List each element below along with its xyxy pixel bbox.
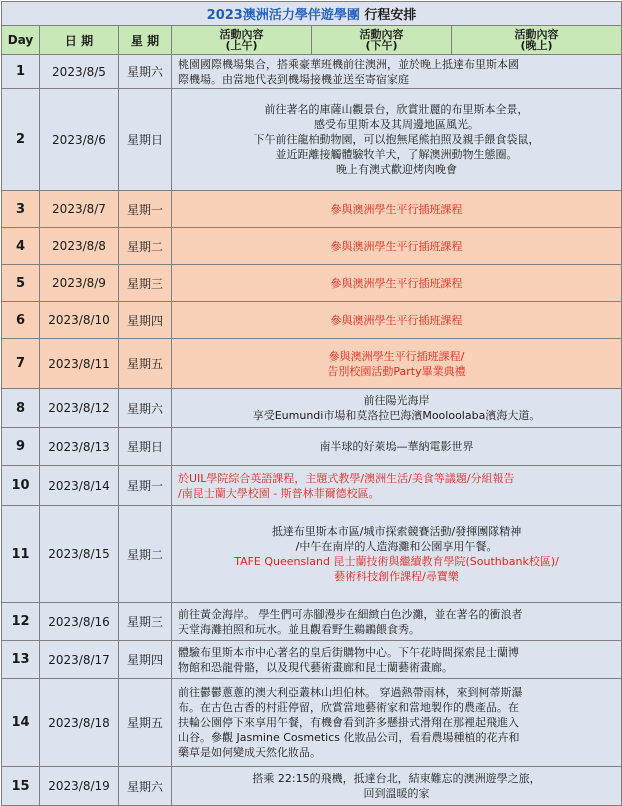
activity-line: 際機場。由當地代表到機場接機並送至寄宿家庭	[178, 72, 409, 86]
activity-cell	[172, 339, 622, 389]
date-cell: 2023/8/13	[40, 428, 119, 466]
weekday-cell: 星期五	[119, 679, 172, 767]
day-cell: 12	[2, 603, 40, 641]
table-row	[2, 603, 622, 641]
weekday-cell: 星期二	[119, 506, 172, 603]
day-cell: 14	[2, 679, 40, 767]
activity-line: 於UIL學院綜合英語課程，主題式教學/澳洲生活/美食等議題/分組報告	[178, 471, 515, 485]
activity-line: 下午前往龍柏動物園，可以抱無尾熊拍照及親手餵食袋鼠，	[253, 133, 540, 146]
table-row	[2, 265, 622, 302]
activity-line: 南半球的好萊塢—華納電影世界	[319, 440, 474, 453]
day-cell: 15	[2, 767, 40, 806]
table-row	[2, 89, 622, 191]
day-cell: 7	[2, 339, 40, 389]
table-row	[2, 55, 622, 89]
day-cell: 5	[2, 265, 40, 302]
activity-cell	[172, 466, 622, 506]
activity-cell	[172, 55, 622, 89]
title-sub: 行程安排	[359, 8, 417, 23]
date-cell: 2023/8/14	[40, 466, 119, 506]
activity-line: 天堂海灘拍照和玩水。並且觀看野生鵜鶘餵食秀。	[178, 622, 420, 636]
activity-cell	[172, 302, 622, 339]
date-cell: 2023/8/9	[40, 265, 119, 302]
activity-cell	[172, 603, 622, 641]
activity-line: 前往陽光海岸	[363, 394, 430, 407]
date-cell: 2023/8/6	[40, 89, 119, 191]
date-cell: 2023/8/19	[40, 767, 119, 806]
date-cell: 2023/8/10	[40, 302, 119, 339]
weekday-cell: 星期一	[119, 466, 172, 506]
table-row	[2, 228, 622, 265]
day-cell: 6	[2, 302, 40, 339]
activity-line: 藝術科技創作課程/尋寶樂	[334, 570, 459, 583]
date-cell: 2023/8/11	[40, 339, 119, 389]
weekday-cell: 星期二	[119, 228, 172, 265]
day-cell: 3	[2, 191, 40, 228]
date-cell: 2023/8/18	[40, 679, 119, 767]
activity-line: 感受布里斯本及其周邊地區風光。	[314, 118, 480, 131]
header-am: 活動內容 (上午)	[172, 26, 312, 55]
weekday-cell: 星期三	[119, 603, 172, 641]
activity-line: 山谷。參觀 Jasmine Cosmetics 化妝品公司，看看農場種植的花卉和	[178, 731, 520, 744]
date-cell: 2023/8/17	[40, 641, 119, 679]
table-row	[2, 339, 622, 389]
activity-line: 物館和恐龍骨骼，以及現代藝術畫廊和昆士蘭藝術畫廊。	[178, 660, 453, 674]
day-cell: 2	[2, 89, 40, 191]
table-row	[2, 679, 622, 767]
activity-line: 參與澳洲學生平行插班課程	[330, 202, 463, 216]
activity-line: /中午在南岸的人造海灘和公園享用午餐。	[295, 540, 498, 553]
activity-cell	[172, 191, 622, 228]
weekday-cell: 星期六	[119, 55, 172, 89]
activity-line: 參與澳洲學生平行插班課程	[330, 276, 463, 290]
header-pm: 活動內容 (下午)	[312, 26, 452, 55]
date-cell: 2023/8/15	[40, 506, 119, 603]
weekday-cell: 星期一	[119, 191, 172, 228]
header-weekday: 星 期	[119, 26, 172, 55]
activity-cell	[172, 506, 622, 603]
activity-line: 享受Eumundi市場和莫洛拉巴海濱Mooloolaba濱海大道。	[252, 409, 541, 422]
header-date: 日 期	[40, 26, 119, 55]
table-row	[2, 302, 622, 339]
weekday-cell: 星期日	[119, 89, 172, 191]
activity-cell	[172, 767, 622, 806]
day-cell: 4	[2, 228, 40, 265]
title-row	[2, 2, 622, 26]
weekday-cell: 星期三	[119, 265, 172, 302]
activity-line: TAFE Queensland 昆士蘭技術與繼續教育學院(Southbank校區)/	[234, 555, 559, 568]
title-main: 2023澳洲活力學伴遊學團	[206, 8, 360, 23]
activity-line: 扶輪公園停下來享用午餐，有機會看到許多懸掛式滑翔在那裡起飛進入	[178, 716, 519, 729]
activity-cell	[172, 228, 622, 265]
date-cell: 2023/8/12	[40, 389, 119, 428]
day-cell: 1	[2, 55, 40, 89]
date-cell: 2023/8/5	[40, 55, 119, 89]
activity-cell	[172, 428, 622, 466]
date-cell: 2023/8/7	[40, 191, 119, 228]
activity-line: 參與澳洲學生平行插班課程	[330, 239, 463, 253]
activity-cell	[172, 641, 622, 679]
day-cell: 10	[2, 466, 40, 506]
activity-cell	[172, 389, 622, 428]
activity-line: 並近距離接觸體驗牧羊犬，了解澳洲動物生態圈。	[275, 148, 518, 161]
table-row	[2, 466, 622, 506]
activity-line: 藥草是如何變成天然化妝品。	[178, 746, 321, 759]
table-row	[2, 767, 622, 806]
header-eve: 活動內容 (晚上)	[452, 26, 622, 55]
activity-cell	[172, 89, 622, 191]
weekday-cell: 星期四	[119, 302, 172, 339]
weekday-cell: 星期四	[119, 641, 172, 679]
activity-line: 晚上有澳式歡迎烤肉晚會	[336, 163, 458, 176]
header-row	[2, 26, 622, 55]
activity-line: 搭乘 22:15的飛機，抵達台北，結束難忘的澳洲遊學之旅，	[252, 772, 541, 785]
weekday-cell: 星期六	[119, 389, 172, 428]
activity-line: 前往黃金海岸。 學生們可赤腳漫步在細緻白色沙灘，並在著名的衝浪者	[178, 607, 523, 621]
weekday-cell: 星期六	[119, 767, 172, 806]
activity-line: 體驗布里斯本市中心著名的皇后街購物中心。下午花時間探索昆士蘭博	[178, 645, 519, 659]
date-cell: 2023/8/8	[40, 228, 119, 265]
itinerary-table	[1, 1, 622, 806]
day-cell: 9	[2, 428, 40, 466]
header-day: Day	[2, 26, 40, 55]
date-cell: 2023/8/16	[40, 603, 119, 641]
table-row	[2, 641, 622, 679]
day-cell: 13	[2, 641, 40, 679]
table-row	[2, 506, 622, 603]
activity-line: 前往鬱鬱蔥蔥的澳大利亞叢林山坦伯林。 穿過熱帶雨林，來到柯蒂斯瀑	[178, 686, 523, 699]
weekday-cell: 星期日	[119, 428, 172, 466]
activity-cell	[172, 679, 622, 767]
day-cell: 11	[2, 506, 40, 603]
table-row	[2, 428, 622, 466]
weekday-cell: 星期五	[119, 339, 172, 389]
activity-line: 參與澳洲學生平行插班課程/	[328, 349, 465, 363]
activity-line: /南昆士蘭大學校園 - 斯普林菲爾德校區。	[178, 486, 380, 500]
table-row	[2, 389, 622, 428]
table-title	[2, 2, 622, 26]
activity-line: 桃園國際機場集合，搭乘豪華班機前往澳洲，並於晚上抵達布里斯本國	[178, 57, 519, 71]
activity-line: 告別校園活動Party畢業典禮	[327, 364, 466, 378]
activity-line: 前往著名的庫薩山觀景台，欣賞壯麗的布里斯本全景，	[264, 103, 529, 116]
day-cell: 8	[2, 389, 40, 428]
activity-line: 參與澳洲學生平行插班課程	[330, 313, 463, 327]
table-row	[2, 191, 622, 228]
activity-line: 回到溫暖的家	[363, 787, 430, 800]
activity-cell	[172, 265, 622, 302]
activity-line: 抵達布里斯本市區/城市探索競賽活動/發揮團隊精神	[271, 525, 522, 538]
activity-line: 布。在古色古香的村莊停留，欣賞當地藝術家和當地製作的農產品。在	[178, 701, 519, 714]
